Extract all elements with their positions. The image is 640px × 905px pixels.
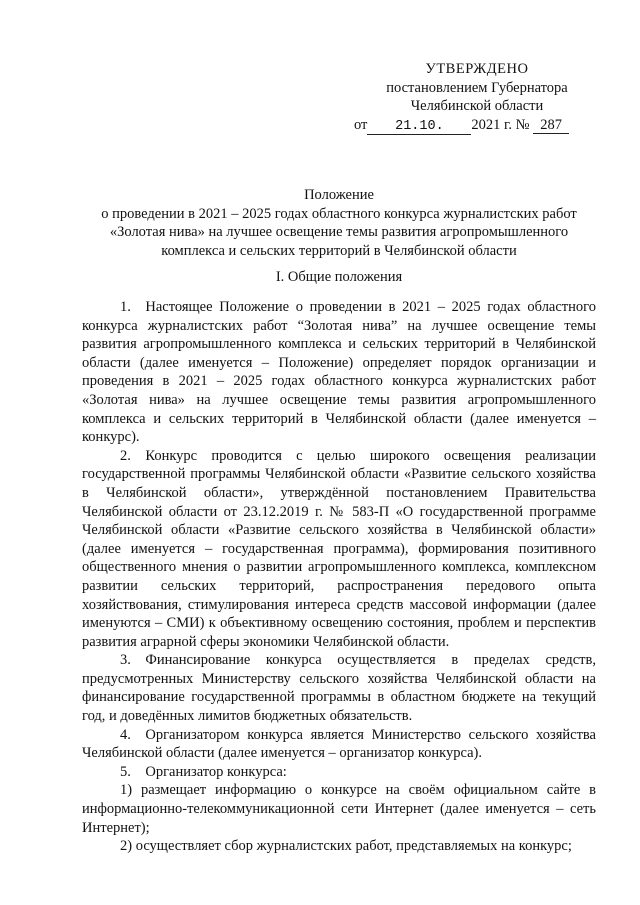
approval-year-label: 2021 г. № <box>471 116 530 133</box>
paragraph-3: 3. Финансирование конкурса осуществляется в пределах средств, предусмотренных Министерству сельского хозяйства Челябинской области на финансирование государственной программы в областном бюджете на текущий год, и доведённых лимитов бюджетных обязательств. <box>82 652 596 725</box>
document-subtitle: о проведении в 2021 – 2025 годах областного конкурса журналистских работ «Золотая нива» на лучшее освещение темы развития агропромышленного комплекса и сельских территорий в Челябинской области <box>101 205 577 259</box>
approval-from-label: от <box>354 116 368 133</box>
document-title-block <box>82 186 596 260</box>
approval-line-2: Челябинской области <box>410 98 544 114</box>
document-body <box>82 298 596 856</box>
paragraph-5-item-1: 1) размещает информацию о конкурсе на своём официальном сайте в информационно-телекоммуникационной сети Интернет (далее именуется – сеть Интернет); <box>82 782 596 836</box>
paragraph-5-item-2: 2) осуществляет сбор журналистских работ, представляемых на конкурс; <box>120 838 572 855</box>
paragraph-5: 5. Организатор конкурса: <box>120 763 287 780</box>
approval-line-1: постановлением Губернатора <box>386 79 568 96</box>
paragraph-4: 4. Организатором конкурса является Министерство сельского хозяйства Челябинской области (далее именуется – организатор конкурса). <box>82 726 596 762</box>
document-title: Положение <box>304 187 374 203</box>
approval-date-row <box>354 116 602 135</box>
paragraph-2: 2. Конкурс проводится с целью широкого освещения реализации государственной программы Челябинской области «Развитие сельского хозяйства в Челябинской области», утверждённой постановлением Правительства Челябинской области от 23.12.2019 г. № 583-П «О государственной программе Челябинской области «Развитие сельского хозяйства в Челябинской области» (далее именуется – государственная программа), формирования позитивного общественного мнения о развитии агропромышленного комплекса, комплексном развитии сельских территорий, распространения передового опыта хозяйствования, стимулирования интереса средств массовой информации (далее именуются – СМИ) к объективному освещению состояния, проблем и перспектив развития аграрной сферы экономики Челябинской области. <box>82 447 596 650</box>
approval-stamp <box>352 60 602 135</box>
section-title: I. Общие положения <box>275 269 403 285</box>
approval-title: УТВЕРЖДЕНО <box>425 61 529 77</box>
approval-date: 21.10. <box>367 119 471 135</box>
paragraph-1: 1. Настоящее Положение о проведении в 2021 – 2025 годах областного конкурса журналистских работ “Золотая нива” на лучшее освещение темы развития агропромышленного комплекса и сельских территорий в Челябинской области (далее именуется – Положение) определяет порядок организации и проведения в 2021 – 2025 годах областного конкурса журналистских работ «Золотая нива» на лучшее освещение темы развития агропромышленного комплекса и сельских территорий в Челябинской области (далее именуется – конкурс). <box>82 299 596 446</box>
approval-number: 287 <box>533 118 569 134</box>
